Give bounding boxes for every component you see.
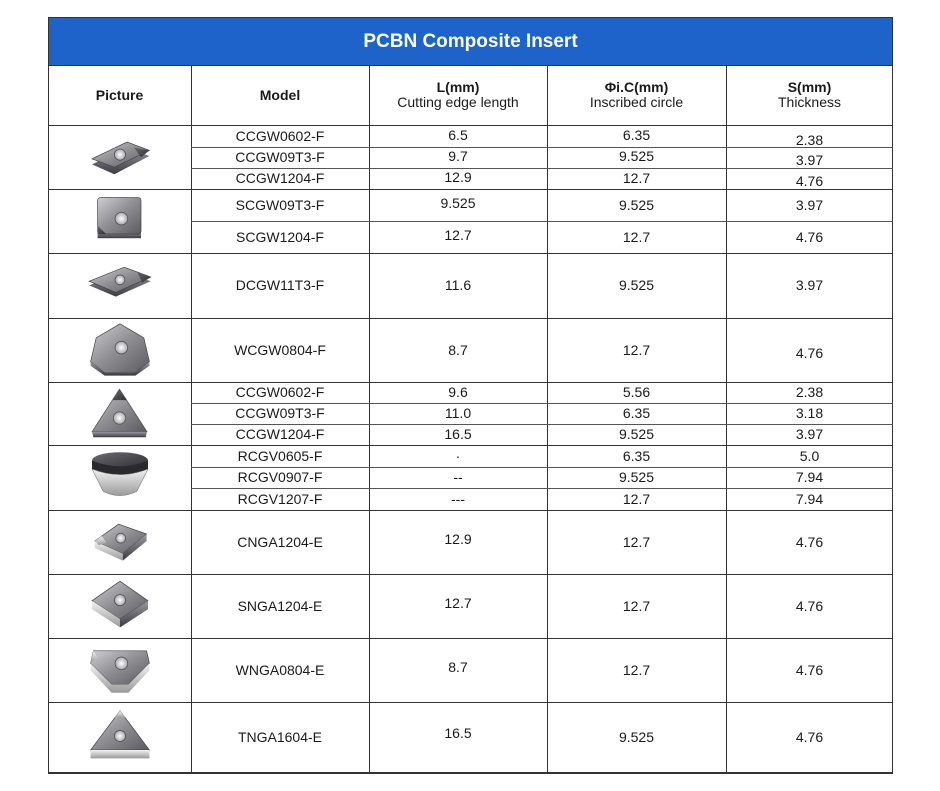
inscribed-circle-cell: 12.7	[622, 490, 651, 507]
model-cell: RCGV0907-F	[237, 469, 323, 485]
header-length-line2: Cutting edge length	[397, 94, 519, 110]
model-cell: CCGW09T3-F	[235, 149, 325, 165]
inscribed-circle-cell: 6.35	[622, 447, 651, 464]
wcgw-trigon-insert-icon	[85, 321, 155, 380]
inscribed-circle-cell: 9.525	[618, 729, 655, 745]
header-inscribed-circle	[547, 65, 726, 125]
triangle-insert-icon	[85, 385, 154, 443]
thickness-cell: 3.97	[795, 152, 824, 168]
model-cell: DCGW11T3-F	[235, 277, 325, 293]
inscribed-circle-cell: 9.525	[618, 148, 655, 164]
model-cell: RCGV0605-F	[237, 447, 323, 464]
header-picture-line1: Picture	[95, 86, 144, 103]
header-model	[191, 65, 369, 125]
picture-cell	[48, 189, 191, 253]
header-model-line1: Model	[259, 86, 301, 103]
ccgw-rhombus-80-insert-icon	[85, 128, 155, 187]
model-cell: RCGV1207-F	[237, 490, 323, 507]
model-cell: WNGA0804-E	[235, 661, 325, 678]
model-cell: CCGW1204-F	[235, 170, 325, 186]
model-cell: TNGA1604-E	[237, 729, 323, 745]
inscribed-circle-cell: 6.35	[622, 405, 651, 421]
thickness-cell: 3.97	[795, 426, 824, 442]
picture-cell	[48, 638, 191, 702]
model-cell: CCGW0602-F	[235, 384, 325, 400]
dcgw-rhombus-55-insert-icon	[85, 256, 155, 315]
picture-cell	[48, 253, 191, 318]
length-cell: ---	[451, 490, 465, 507]
inscribed-circle-cell: 12.7	[622, 597, 651, 614]
header-thickness-line1: S(mm)	[787, 79, 832, 95]
length-cell: 12.7	[444, 594, 472, 611]
length-cell: 8.7	[448, 658, 468, 675]
inscribed-circle-cell: 6.35	[622, 126, 651, 143]
scgw-square-insert-icon	[85, 192, 155, 251]
thickness-cell: 4.76	[795, 661, 824, 678]
inscribed-circle-cell: 12.7	[622, 533, 651, 550]
inscribed-circle-cell: 9.525	[618, 469, 655, 485]
length-cell: 9.7	[448, 148, 468, 164]
thickness-cell: 2.38	[795, 131, 824, 148]
length-cell: 9.525	[440, 194, 476, 211]
length-cell: 12.7	[444, 226, 472, 243]
thickness-cell: 4.76	[795, 729, 824, 745]
model-cell: CCGW09T3-F	[235, 405, 325, 421]
length-cell: 16.5	[444, 725, 472, 741]
picture-cell	[48, 574, 191, 638]
model-cell: CNGA1204-E	[237, 533, 323, 550]
thickness-cell: 5.0	[799, 447, 820, 464]
cnga-rhombus-insert-icon	[85, 513, 155, 572]
length-cell: --	[453, 469, 463, 485]
header-picture	[48, 65, 191, 125]
inscribed-circle-cell: 12.7	[622, 228, 651, 245]
length-cell: 12.9	[444, 169, 472, 185]
rcgv-round-insert-icon	[85, 448, 155, 507]
length-cell: 9.6	[448, 384, 468, 400]
length-cell: 16.5	[444, 426, 472, 442]
inscribed-circle-cell: 12.7	[622, 341, 651, 358]
thickness-cell: 7.94	[795, 469, 824, 485]
picture-cell	[48, 702, 191, 773]
row-divider	[48, 773, 893, 774]
length-cell: ·	[455, 447, 461, 464]
thickness-cell: 4.76	[795, 344, 824, 361]
thickness-cell: 3.18	[795, 405, 824, 421]
model-cell: SCGW1204-F	[236, 228, 324, 245]
picture-cell	[48, 318, 191, 382]
picture-cell	[48, 125, 191, 189]
inscribed-circle-cell: 12.7	[622, 661, 651, 678]
header-inscribed-circle-line1: Φi.C(mm)	[604, 79, 669, 95]
length-cell: 6.5	[448, 126, 468, 143]
thickness-cell: 4.76	[795, 533, 824, 550]
thickness-cell: 2.38	[795, 384, 824, 400]
header-length	[369, 65, 547, 125]
wnga-trigon-insert-icon	[85, 641, 155, 700]
thickness-cell: 4.76	[795, 173, 824, 189]
header-thickness-line2: Thickness	[777, 94, 842, 110]
inscribed-circle-cell: 12.7	[622, 170, 651, 186]
header-thickness	[726, 65, 893, 125]
length-cell: 11.6	[444, 277, 472, 293]
model-cell: SNGA1204-E	[237, 597, 323, 614]
header-length-line1: L(mm)	[436, 79, 480, 95]
model-cell: SCGW09T3-F	[235, 196, 325, 213]
thickness-cell: 7.94	[795, 490, 824, 507]
model-cell: WCGW0804-F	[234, 341, 326, 358]
thickness-cell: 4.76	[795, 228, 824, 245]
thickness-cell: 3.97	[795, 277, 824, 293]
length-cell: 11.0	[444, 405, 472, 421]
inscribed-circle-cell: 5.56	[622, 384, 651, 400]
header-inscribed-circle-line2: Inscribed circle	[589, 94, 684, 110]
picture-cell	[48, 382, 191, 445]
thickness-cell: 4.76	[795, 597, 824, 614]
model-cell: CCGW1204-F	[235, 426, 325, 442]
snga-square-insert-icon	[85, 577, 155, 636]
inscribed-circle-cell: 9.525	[618, 196, 655, 213]
length-cell: 12.9	[444, 530, 472, 547]
thickness-cell: 3.97	[795, 196, 824, 213]
picture-cell	[48, 445, 191, 510]
picture-cell	[48, 510, 191, 574]
inscribed-circle-cell: 9.525	[618, 277, 655, 293]
table-title: PCBN Composite Insert	[49, 18, 892, 65]
length-cell: 8.7	[448, 341, 468, 358]
tnga-triangle-insert-icon	[85, 708, 155, 767]
model-cell: CCGW0602-F	[235, 127, 325, 144]
inscribed-circle-cell: 9.525	[618, 426, 655, 442]
